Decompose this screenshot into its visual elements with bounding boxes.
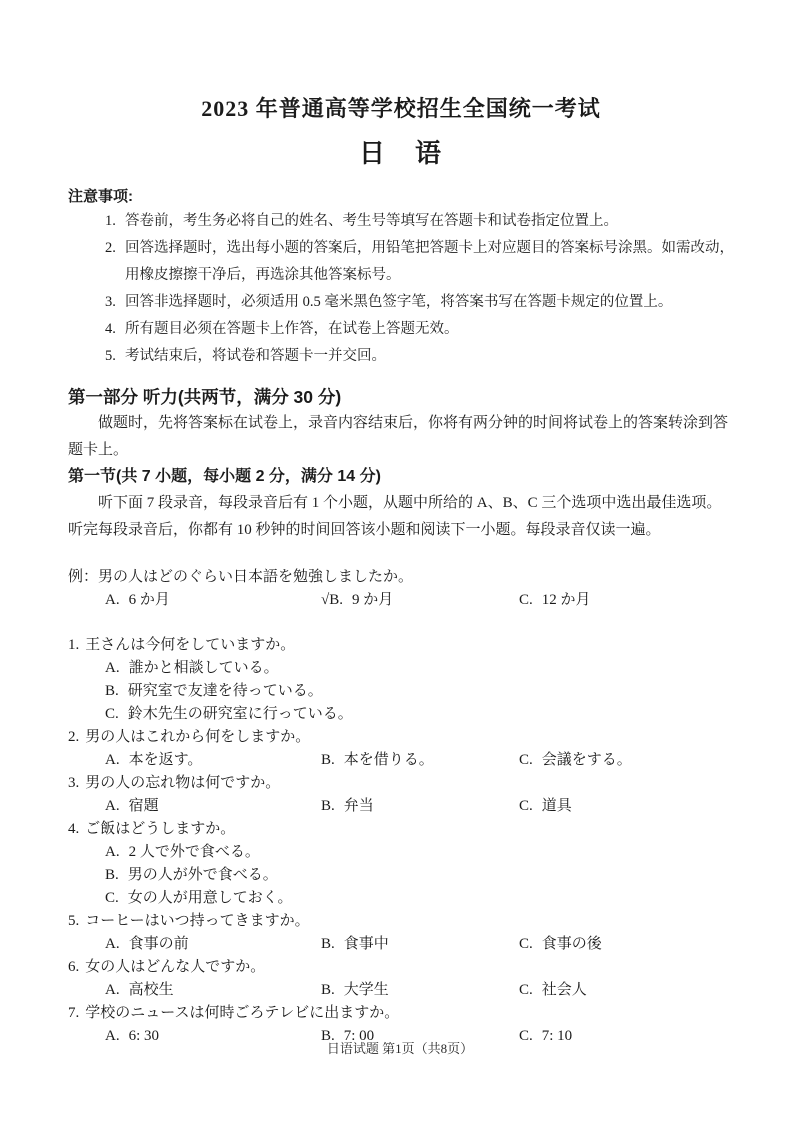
notice-item-number: 5. bbox=[105, 348, 116, 364]
option bbox=[68, 703, 734, 726]
option-text: 7: 10 bbox=[541, 1028, 573, 1044]
question-list bbox=[68, 634, 734, 1048]
question-text bbox=[68, 634, 734, 657]
option-text: 誰かと相談している。 bbox=[128, 660, 279, 676]
options-row bbox=[68, 749, 734, 772]
notice-item-number: 4. bbox=[105, 321, 116, 337]
option-label: C. bbox=[519, 936, 533, 952]
option-label: C. bbox=[519, 592, 533, 608]
section1-intro: 听下面 7 段录音，每段录音后有 1 个小题，从题中所给的 A、B、C 三个选项中选出最佳选项。听完每段录音后，你都有 10 秒钟的时间回答该小题和阅读下一小题。每段录音仅读一遍。 bbox=[68, 495, 722, 538]
notice-item-text: 回答非选择题时，必须适用 0.5 毫米黑色签字笔，将答案书写在答题卡规定的位置上。 bbox=[125, 294, 673, 310]
option-label: A. bbox=[105, 752, 120, 768]
question-number: 4. bbox=[68, 821, 80, 837]
option-label: A. bbox=[105, 982, 120, 998]
option-text: 弁当 bbox=[343, 798, 374, 814]
option-text: 鈴木先生の研究室に行っている。 bbox=[127, 706, 353, 722]
option bbox=[321, 795, 519, 818]
option-text: 12 か月 bbox=[541, 592, 591, 608]
option-label: B. bbox=[321, 982, 335, 998]
option-text: 6 か月 bbox=[128, 592, 170, 608]
question-stem: 男の人の忘れ物は何ですか。 bbox=[85, 775, 281, 791]
option-label: B. bbox=[321, 936, 335, 952]
notice-heading: 注意事项: bbox=[68, 188, 133, 205]
question-number: 7. bbox=[68, 1005, 80, 1021]
option bbox=[68, 657, 734, 680]
notice-item bbox=[68, 316, 734, 343]
option-text: 7: 00 bbox=[343, 1028, 375, 1044]
option-label: C. bbox=[519, 798, 533, 814]
question-6 bbox=[68, 956, 734, 1002]
option-text: 社会人 bbox=[541, 982, 587, 998]
question-number: 3. bbox=[68, 775, 80, 791]
option bbox=[105, 589, 321, 612]
option-text: 研究室で友達を待っている。 bbox=[127, 683, 323, 699]
notice-item-text: 考试结束后，将试卷和答题卡一并交回。 bbox=[125, 348, 386, 364]
option bbox=[519, 933, 734, 956]
question-number: 1. bbox=[68, 637, 80, 653]
option-label: A. bbox=[105, 660, 120, 676]
options-row bbox=[68, 795, 734, 818]
question-5 bbox=[68, 910, 734, 956]
notice-item bbox=[68, 235, 734, 289]
question-text bbox=[68, 1002, 734, 1025]
notice-item-text: 答卷前，考生务必将自己的姓名、考生号等填写在答题卡和试卷指定位置上。 bbox=[125, 213, 618, 229]
exam-title: 2023 年普通高等学校招生全国统一考试 bbox=[201, 96, 601, 121]
option-text: 大学生 bbox=[343, 982, 389, 998]
option-label: A. bbox=[105, 592, 120, 608]
options-row bbox=[68, 933, 734, 956]
question-2 bbox=[68, 726, 734, 772]
notice-item-text: 回答选择题时，选出每小题的答案后，用铅笔把答题卡上对应题目的答案标号涂黑。如需改动，用橡皮擦擦干净后，再选涂其他答案标号。 bbox=[125, 240, 734, 283]
question-text bbox=[68, 772, 734, 795]
option bbox=[519, 749, 734, 772]
option bbox=[321, 933, 519, 956]
option-text: 2 人で外で食べる。 bbox=[128, 844, 260, 860]
option-text: 男の人が外で食べる。 bbox=[127, 867, 278, 883]
option-label: A. bbox=[105, 1028, 120, 1044]
option-label: C. bbox=[519, 982, 533, 998]
option bbox=[105, 749, 321, 772]
notice-item-number: 2. bbox=[105, 240, 116, 256]
notice-item bbox=[68, 289, 734, 316]
notice-item-number: 3. bbox=[105, 294, 116, 310]
option-label: C. bbox=[519, 752, 533, 768]
option-label-with-check-mark: √B. bbox=[321, 592, 343, 608]
option-checked bbox=[321, 589, 519, 612]
question-number: 6. bbox=[68, 959, 80, 975]
option-label: C. bbox=[105, 706, 119, 722]
part1-intro: 做题时，先将答案标在试卷上，录音内容结束后，你将有两分钟的时间将试卷上的答案转涂到答题卡上。 bbox=[68, 415, 729, 458]
option-text: 9 か月 bbox=[352, 592, 394, 608]
option-label: C. bbox=[519, 1028, 533, 1044]
question-3 bbox=[68, 772, 734, 818]
option bbox=[519, 589, 734, 612]
example-prompt: 例：男の人はどのぐらい日本語を勉強しましたか。 bbox=[68, 569, 414, 585]
question-text bbox=[68, 956, 734, 979]
option bbox=[321, 979, 519, 1002]
option-label: C. bbox=[105, 890, 119, 906]
option-label: B. bbox=[321, 798, 335, 814]
option-text: 食事中 bbox=[343, 936, 389, 952]
options-row bbox=[68, 979, 734, 1002]
question-number: 5. bbox=[68, 913, 80, 929]
question-4 bbox=[68, 818, 734, 910]
option bbox=[105, 979, 321, 1002]
option bbox=[321, 749, 519, 772]
exam-subject: 日 语 bbox=[358, 139, 443, 168]
question-stem: コーヒーはいつ持ってきますか。 bbox=[85, 913, 310, 929]
option-text: 高校生 bbox=[128, 982, 174, 998]
option-label: A. bbox=[105, 844, 120, 860]
option-text: 本を返す。 bbox=[128, 752, 203, 768]
option-text: 食事の前 bbox=[128, 936, 189, 952]
question-1 bbox=[68, 634, 734, 726]
option bbox=[519, 979, 734, 1002]
section1-heading: 第一节(共 7 小题，每小题 2 分，满分 14 分) bbox=[68, 468, 381, 485]
option-label: B. bbox=[321, 1028, 335, 1044]
question-stem: 学校のニュースは何時ごろテレビに出ますか。 bbox=[85, 1005, 400, 1021]
question-text bbox=[68, 726, 734, 749]
question-number: 2. bbox=[68, 729, 80, 745]
option-text: 本を借りる。 bbox=[343, 752, 434, 768]
option-text: 食事の後 bbox=[541, 936, 602, 952]
notice-item bbox=[68, 343, 734, 370]
option-text: 6: 30 bbox=[128, 1028, 160, 1044]
question-text bbox=[68, 818, 734, 841]
notice-item-text: 所有题目必须在答题卡上作答，在试卷上答题无效。 bbox=[125, 321, 459, 337]
question-stem: 女の人はどんな人ですか。 bbox=[85, 959, 266, 975]
example-options-row bbox=[68, 589, 734, 612]
option bbox=[105, 933, 321, 956]
option bbox=[519, 795, 734, 818]
option bbox=[68, 864, 734, 887]
notice-item-number: 1. bbox=[105, 213, 116, 229]
question-stem: 男の人はこれから何をしますか。 bbox=[85, 729, 311, 745]
question-stem: ご飯はどうしますか。 bbox=[85, 821, 236, 837]
option-label: B. bbox=[321, 752, 335, 768]
option-text: 会議をする。 bbox=[541, 752, 632, 768]
option-text: 女の人が用意しておく。 bbox=[127, 890, 293, 906]
option-label: A. bbox=[105, 798, 120, 814]
example-question bbox=[68, 566, 734, 612]
option-text: 宿題 bbox=[128, 798, 159, 814]
option-text: 道具 bbox=[541, 798, 572, 814]
part1-heading: 第一部分 听力(共两节，满分 30 分) bbox=[68, 387, 342, 407]
page-footer: 日语试题 第1页（共8页） bbox=[326, 1041, 474, 1056]
option bbox=[68, 887, 734, 910]
option-label: B. bbox=[105, 683, 119, 699]
option bbox=[105, 795, 321, 818]
option bbox=[68, 841, 734, 864]
question-text bbox=[68, 910, 734, 933]
option-label: A. bbox=[105, 936, 120, 952]
question-stem: 王さんは今何をしていますか。 bbox=[85, 637, 296, 653]
notice-item bbox=[68, 208, 734, 235]
option bbox=[68, 680, 734, 703]
option-label: B. bbox=[105, 867, 119, 883]
